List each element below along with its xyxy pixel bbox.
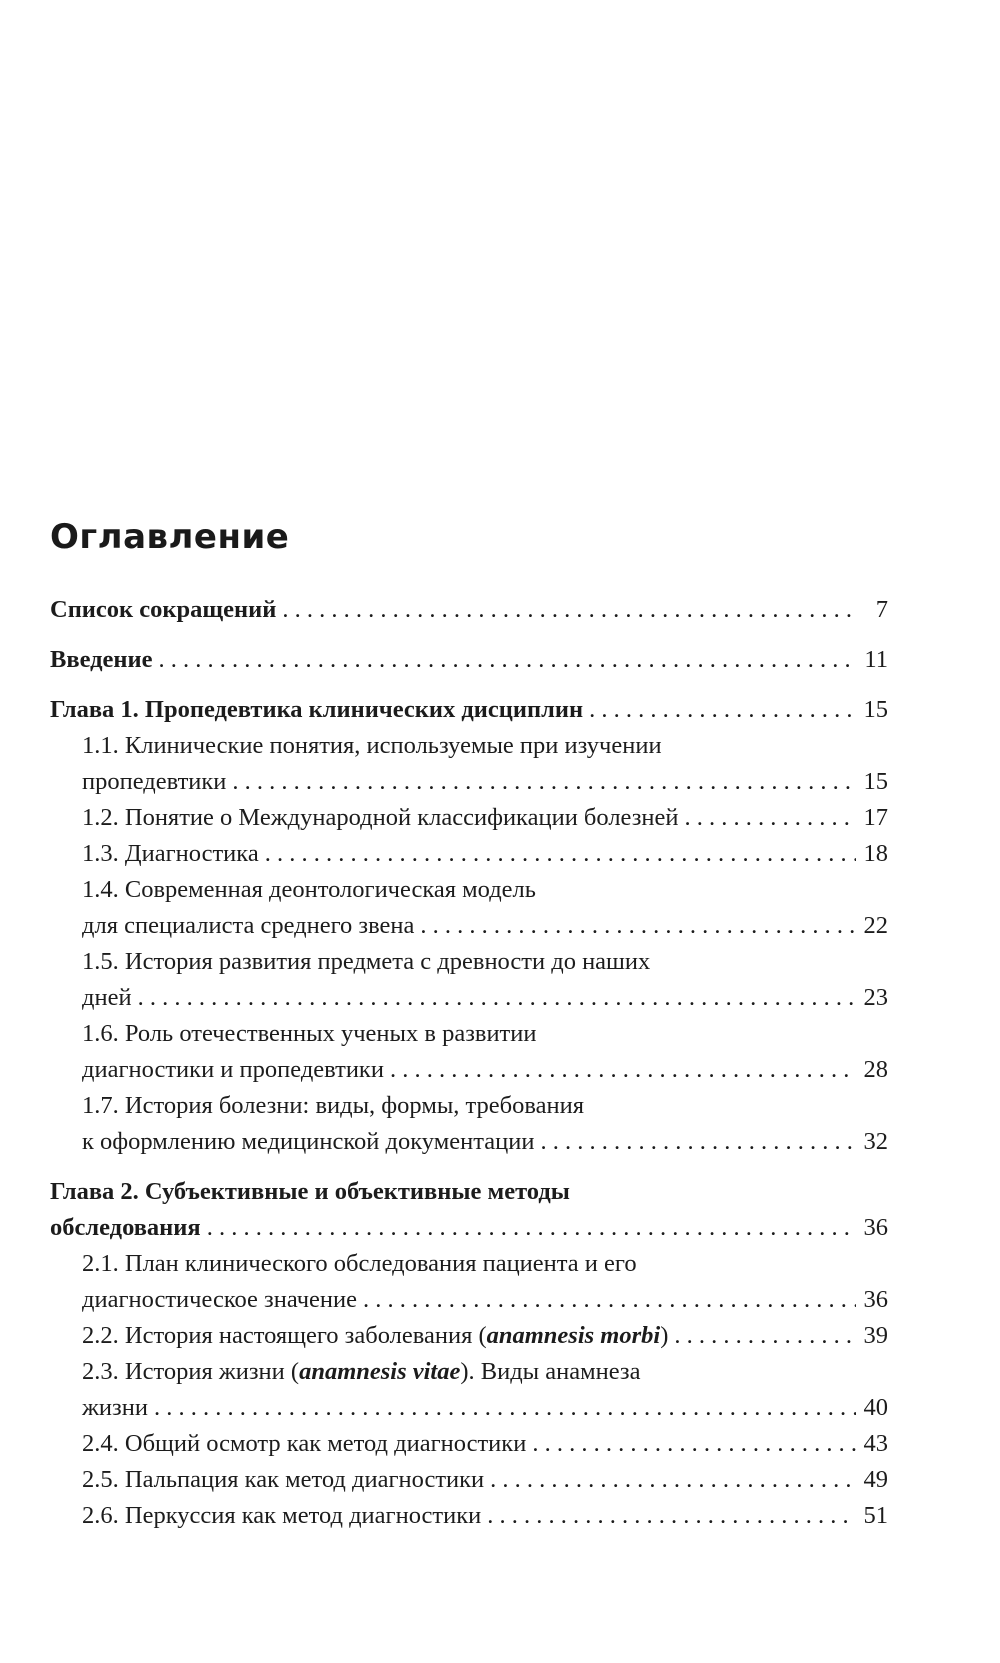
page-title: Оглавление (50, 517, 290, 557)
toc-entry-title: 2.4. Общий осмотр как метод диагностики (82, 1430, 527, 1457)
dot-leader (540, 1124, 856, 1160)
toc-entry-title: 1.1. Клинические понятия, используемые при изучении (82, 732, 662, 759)
page-number: 43 (863, 1430, 888, 1457)
toc-entry-title: Введение (50, 646, 153, 673)
toc-entry-title: 1.3. Диагностика (82, 840, 259, 867)
toc-entry-1-3[interactable] (50, 836, 888, 872)
page-number: 23 (863, 984, 888, 1011)
page-number: 32 (863, 1128, 888, 1155)
dot-leader (363, 1282, 856, 1318)
dot-leader (420, 908, 856, 944)
toc-entry-title-cont: диагностики и пропедевтики (82, 1056, 384, 1083)
toc-entry-title-cont: жизни (82, 1394, 148, 1421)
toc-entry-title (82, 1358, 640, 1385)
page-number: 28 (863, 1056, 888, 1083)
dot-leader (207, 1210, 856, 1246)
dot-leader (674, 1318, 856, 1354)
page-number: 15 (863, 696, 888, 723)
toc-entry-title-cont: для специалиста среднего звена (82, 912, 415, 939)
toc-entry-introduction[interactable] (50, 642, 888, 678)
page-number: 17 (863, 804, 888, 831)
page-number: 11 (864, 646, 888, 673)
dot-leader (487, 1498, 856, 1534)
dot-leader (532, 1426, 856, 1462)
latin-term: anamnesis vitae (299, 1358, 461, 1385)
toc-entry-title-post: ) (660, 1322, 669, 1349)
toc-entry-title: 1.2. Понятие о Международной классификации болезней (82, 804, 679, 831)
toc-entry-1-5[interactable] (50, 944, 888, 1016)
page-number: 18 (863, 840, 888, 867)
table-of-contents (50, 517, 888, 1534)
page-number: 7 (875, 596, 888, 623)
toc-entry-title-pre: 2.3. История жизни ( (82, 1358, 300, 1385)
toc-entry-2-3[interactable] (50, 1354, 888, 1426)
dot-leader (138, 980, 856, 1016)
dot-leader (159, 642, 857, 678)
page-number: 22 (863, 912, 888, 939)
toc-entry-title-cont: пропедевтики (82, 768, 227, 795)
toc-entry-title: 2.6. Перкуссия как метод диагностики (82, 1502, 482, 1529)
toc-entry-chapter-1[interactable] (50, 692, 888, 728)
toc-entry-title: 1.4. Современная деонтологическая модель (82, 876, 536, 903)
toc-list (50, 592, 888, 1534)
toc-entry-2-1[interactable] (50, 1246, 888, 1318)
dot-leader (265, 836, 856, 872)
toc-entry-title-post: ). Виды анамнеза (460, 1358, 641, 1385)
latin-term: anamnesis morbi (486, 1322, 661, 1349)
toc-entry-1-1[interactable] (50, 728, 888, 800)
toc-entry-1-2[interactable] (50, 800, 888, 836)
toc-entry-2-4[interactable] (50, 1426, 888, 1462)
dot-leader (282, 592, 856, 628)
dot-leader (154, 1390, 856, 1426)
toc-entry-2-2[interactable] (50, 1318, 888, 1354)
dot-leader (390, 1052, 856, 1088)
page-number: 36 (863, 1214, 888, 1241)
toc-entry-2-5[interactable] (50, 1462, 888, 1498)
dot-leader (685, 800, 857, 836)
toc-entry-title-cont: к оформлению медицинской документации (82, 1128, 535, 1155)
toc-entry-1-6[interactable] (50, 1016, 888, 1088)
toc-entry-2-6[interactable] (50, 1498, 888, 1534)
toc-entry-title: Список сокращений (50, 596, 277, 623)
dot-leader (589, 692, 856, 728)
page-number: 40 (863, 1394, 888, 1421)
page-number: 15 (863, 768, 888, 795)
toc-entry-chapter-2[interactable] (50, 1174, 888, 1246)
toc-entry-1-4[interactable] (50, 872, 888, 944)
toc-entry-title-pre: 2.2. История настоящего заболевания ( (82, 1322, 487, 1349)
toc-entry-title: 1.5. История развития предмета с древности до наших (82, 948, 651, 975)
page-number: 39 (863, 1322, 888, 1349)
toc-entry-title (82, 1318, 668, 1354)
toc-entry-abbreviations[interactable] (50, 592, 888, 628)
toc-entry-1-7[interactable] (50, 1088, 888, 1160)
dot-leader (232, 764, 856, 800)
toc-entry-title: Глава 1. Пропедевтика клинических дисциплин (50, 696, 584, 723)
toc-entry-title: 2.1. План клинического обследования пациента и его (82, 1250, 637, 1277)
toc-entry-title-cont: дней (82, 984, 132, 1011)
toc-entry-title: 1.6. Роль отечественных ученых в развитии (82, 1020, 537, 1047)
toc-entry-title-cont: обследования (50, 1214, 201, 1241)
dot-leader (490, 1462, 856, 1498)
page-number: 49 (863, 1466, 888, 1493)
toc-entry-title-cont: диагностическое значение (82, 1286, 358, 1313)
toc-entry-title: 1.7. История болезни: виды, формы, требования (82, 1092, 584, 1119)
page-number: 51 (863, 1502, 888, 1529)
toc-entry-title: 2.5. Пальпация как метод диагностики (82, 1466, 485, 1493)
toc-entry-title: Глава 2. Субъективные и объективные методы (50, 1178, 570, 1205)
page-number: 36 (863, 1286, 888, 1313)
